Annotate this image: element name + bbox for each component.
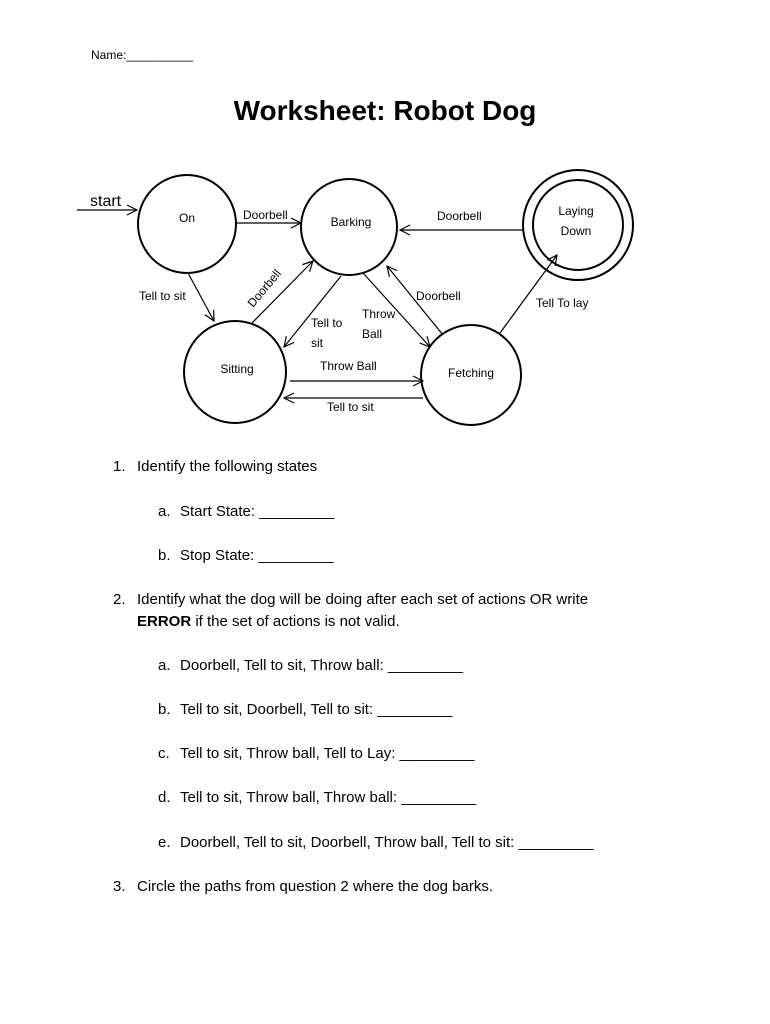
question-1b <box>158 547 333 564</box>
question-1a <box>158 503 334 520</box>
question-2c-text: Tell to sit, Throw ball, Tell to Lay: _________ <box>180 745 475 762</box>
question-1a-text: Start State: _________ <box>180 503 335 520</box>
label-sitting-to-barking: Doorbell <box>244 266 285 310</box>
question-2-text-line1: Identify what the dog will be doing after each set of actions OR write <box>137 591 589 608</box>
question-1b-letter: b. <box>158 547 171 564</box>
start-label: start <box>90 193 122 210</box>
question-2-number: 2. <box>113 591 126 608</box>
label-on-to-sitting: Tell to sit <box>139 289 186 303</box>
question-2a-letter: a. <box>158 657 171 674</box>
question-2a-text: Doorbell, Tell to sit, Throw ball: _________ <box>180 657 463 674</box>
question-1b-text: Stop State: _________ <box>180 547 334 564</box>
question-1-text: Identify the following states <box>137 458 318 475</box>
question-2e <box>158 834 594 851</box>
state-diagram <box>0 0 770 440</box>
name-field-label: Name:__________ <box>91 48 194 62</box>
question-2e-text: Doorbell, Tell to sit, Doorbell, Throw ball, Tell to sit: _________ <box>180 834 594 851</box>
label-fetching-to-sitting: Tell to sit <box>327 400 374 414</box>
label-fetching-to-laying: Tell To lay <box>536 296 589 310</box>
question-1-number: 1. <box>113 458 126 475</box>
question-1a-letter: a. <box>158 503 171 520</box>
question-2b-text: Tell to sit, Doorbell, Tell to sit: _________ <box>180 701 453 718</box>
question-1 <box>113 458 317 475</box>
question-2-line2 <box>137 613 400 630</box>
state-label-fetching: Fetching <box>447 366 495 380</box>
question-2d-letter: d. <box>158 789 171 806</box>
question-2 <box>113 591 588 608</box>
label-laying-to-barking: Doorbell <box>437 209 482 223</box>
question-2-text-line2: if the set of actions is not valid. <box>191 613 400 630</box>
question-3-text: Circle the paths from question 2 where the dog barks. <box>137 878 494 895</box>
state-label-barking: Barking <box>330 215 372 229</box>
question-2e-letter: e. <box>158 834 171 851</box>
worksheet-title: Worksheet: Robot Dog <box>233 95 537 126</box>
state-label-on: On <box>178 211 196 225</box>
label-barking-to-sitting-2: sit <box>311 336 323 350</box>
label-sitting-to-fetching: Throw Ball <box>320 359 377 373</box>
question-2-error-word: ERROR <box>137 613 192 630</box>
state-label-laying-2: Down <box>560 224 592 238</box>
question-3-number: 3. <box>113 878 126 895</box>
question-2c <box>158 745 475 762</box>
question-3 <box>113 878 493 895</box>
question-2a <box>158 657 463 674</box>
question-2c-letter: c. <box>158 745 170 762</box>
state-label-sitting: Sitting <box>220 362 254 376</box>
state-label-laying-1: Laying <box>558 204 594 218</box>
question-2d-text: Tell to sit, Throw ball, Throw ball: _________ <box>180 789 477 806</box>
label-barking-to-sitting-1: Tell to <box>311 316 343 330</box>
arrow-on-to-sitting <box>188 273 214 321</box>
label-fetching-to-barking: Doorbell <box>416 289 461 303</box>
question-2b-letter: b. <box>158 701 171 718</box>
label-barking-to-fetching-1: Throw <box>362 307 396 321</box>
label-barking-to-fetching-2: Ball <box>362 327 383 341</box>
question-2d <box>158 789 476 806</box>
question-2b <box>158 701 452 718</box>
arrow-fetching-to-laying <box>500 255 557 333</box>
label-on-to-barking: Doorbell <box>243 208 288 222</box>
